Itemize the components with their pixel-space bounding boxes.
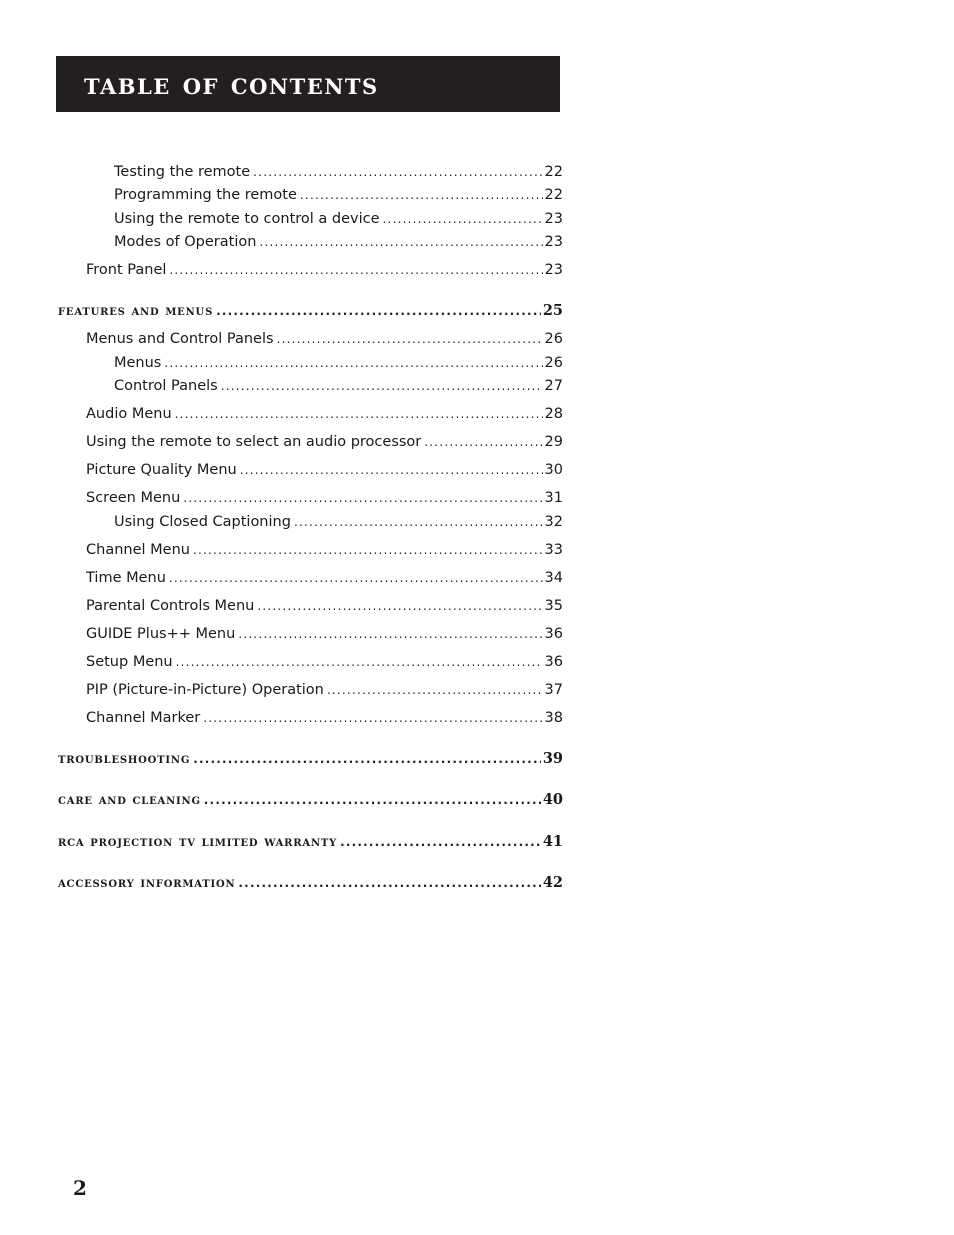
toc-entry-screen-menu[interactable] bbox=[86, 488, 563, 508]
toc-section-label: troubleshooting bbox=[58, 749, 193, 769]
toc-section-accessory-information[interactable] bbox=[58, 873, 563, 893]
toc-entry-label: Control Panels bbox=[114, 376, 221, 396]
toc-entry-page: 23 bbox=[544, 234, 563, 250]
toc-entry-page: 23 bbox=[544, 262, 563, 278]
toc-entry-label: Channel Menu bbox=[86, 540, 193, 560]
toc-entry-label: Menus and Control Panels bbox=[86, 329, 277, 349]
dot-leader bbox=[277, 329, 543, 349]
dot-leader bbox=[257, 596, 542, 616]
dot-leader bbox=[300, 185, 543, 205]
toc-entry-label: Using the remote to select an audio processor bbox=[86, 432, 424, 452]
toc-entry-label: Menus bbox=[114, 353, 164, 373]
toc-entry-page: 37 bbox=[544, 682, 563, 698]
dot-leader bbox=[259, 232, 542, 252]
toc-entry-modes-of-operation[interactable] bbox=[114, 232, 563, 252]
toc-entry-control-panels[interactable] bbox=[114, 376, 563, 396]
toc-section-page: 42 bbox=[542, 874, 563, 891]
toc-entry-audio-processor[interactable] bbox=[86, 432, 563, 452]
dot-leader bbox=[238, 624, 542, 644]
toc-section-label: features and menus bbox=[58, 301, 216, 321]
toc-section-limited-warranty[interactable] bbox=[58, 832, 563, 852]
toc-entry-label: Using Closed Captioning bbox=[114, 512, 294, 532]
toc-section-label: care and cleaning bbox=[58, 790, 204, 810]
toc-entry-page: 32 bbox=[544, 514, 563, 530]
toc-entry-guide-plus-menu[interactable] bbox=[86, 624, 563, 644]
toc-entry-page: 34 bbox=[544, 570, 563, 586]
toc-entry-page: 22 bbox=[544, 187, 563, 203]
toc-entry-page: 31 bbox=[544, 490, 563, 506]
toc-entry-label: Screen Menu bbox=[86, 488, 183, 508]
dot-leader bbox=[183, 488, 542, 508]
toc-entry-programming-remote[interactable] bbox=[114, 185, 563, 205]
toc-entry-label: Modes of Operation bbox=[114, 232, 259, 252]
dot-leader bbox=[204, 790, 541, 810]
toc-entry-channel-marker[interactable] bbox=[86, 708, 563, 728]
toc-entry-label: Testing the remote bbox=[114, 162, 253, 182]
toc-entry-time-menu[interactable] bbox=[86, 568, 563, 588]
toc-entry-page: 27 bbox=[544, 378, 563, 394]
toc-entry-label: Front Panel bbox=[86, 260, 169, 280]
toc-entry-page: 23 bbox=[544, 211, 563, 227]
dot-leader bbox=[193, 749, 541, 769]
toc-section-label: rca projection tv limited warranty bbox=[58, 832, 340, 852]
page-number: 2 bbox=[73, 1176, 87, 1200]
dot-leader bbox=[216, 301, 541, 321]
toc-entry-page: 38 bbox=[544, 710, 563, 726]
toc-entry-page: 29 bbox=[544, 434, 563, 450]
toc-entry-page: 36 bbox=[544, 654, 563, 670]
toc-entry-page: 26 bbox=[544, 331, 563, 347]
toc-section-page: 39 bbox=[542, 750, 563, 767]
toc-entry-page: 28 bbox=[544, 406, 563, 422]
toc-entry-front-panel[interactable] bbox=[86, 260, 563, 280]
toc-entry-parental-controls-menu[interactable] bbox=[86, 596, 563, 616]
dot-leader bbox=[424, 432, 542, 452]
dot-leader bbox=[169, 568, 543, 588]
toc-entry-page: 22 bbox=[544, 164, 563, 180]
page-title: table of contents bbox=[84, 67, 379, 102]
toc-entry-page: 35 bbox=[544, 598, 563, 614]
toc-entry-label: Programming the remote bbox=[114, 185, 300, 205]
toc-entry-label: GUIDE Plus++ Menu bbox=[86, 624, 238, 644]
dot-leader bbox=[193, 540, 543, 560]
dot-leader bbox=[221, 376, 543, 396]
dot-leader bbox=[175, 404, 543, 424]
dot-leader bbox=[294, 512, 543, 532]
toc-entry-label: Parental Controls Menu bbox=[86, 596, 257, 616]
toc-section-troubleshooting[interactable] bbox=[58, 749, 563, 769]
dot-leader bbox=[240, 460, 543, 480]
dot-leader bbox=[253, 162, 542, 182]
toc-entry-pip-operation[interactable] bbox=[86, 680, 563, 700]
toc-section-label: accessory information bbox=[58, 873, 238, 893]
toc-entry-label: Using the remote to control a device bbox=[114, 209, 383, 229]
toc-entry-channel-menu[interactable] bbox=[86, 540, 563, 560]
dot-leader bbox=[340, 832, 541, 852]
toc-entry-label: Setup Menu bbox=[86, 652, 176, 672]
dot-leader bbox=[238, 873, 540, 893]
toc-entry-closed-captioning[interactable] bbox=[114, 512, 563, 532]
toc-entry-using-remote-control-device[interactable] bbox=[114, 209, 563, 229]
toc-entry-menus[interactable] bbox=[114, 353, 563, 373]
toc-entry-page: 33 bbox=[544, 542, 563, 558]
toc-section-page: 41 bbox=[542, 833, 563, 850]
dot-leader bbox=[176, 652, 543, 672]
dot-leader bbox=[327, 680, 543, 700]
toc-entry-menus-and-control-panels[interactable] bbox=[86, 329, 563, 349]
toc-section-features-and-menus[interactable] bbox=[58, 301, 563, 321]
dot-leader bbox=[203, 708, 542, 728]
toc-entry-audio-menu[interactable] bbox=[86, 404, 563, 424]
toc-section-page: 25 bbox=[542, 302, 563, 319]
dot-leader bbox=[169, 260, 542, 280]
toc-entry-page: 26 bbox=[544, 355, 563, 371]
toc-entry-label: Audio Menu bbox=[86, 404, 175, 424]
toc-entry-label: Picture Quality Menu bbox=[86, 460, 240, 480]
dot-leader bbox=[164, 353, 542, 373]
toc-entry-testing-remote[interactable] bbox=[114, 162, 563, 182]
toc-section-care-and-cleaning[interactable] bbox=[58, 790, 563, 810]
toc-entry-label: Time Menu bbox=[86, 568, 169, 588]
toc-entry-page: 30 bbox=[544, 462, 563, 478]
dot-leader bbox=[383, 209, 543, 229]
toc-entry-label: PIP (Picture-in-Picture) Operation bbox=[86, 680, 327, 700]
toc-entry-label: Channel Marker bbox=[86, 708, 203, 728]
toc-entry-picture-quality-menu[interactable] bbox=[86, 460, 563, 480]
toc-section-page: 40 bbox=[542, 791, 563, 808]
toc-entry-setup-menu[interactable] bbox=[86, 652, 563, 672]
toc-entry-page: 36 bbox=[544, 626, 563, 642]
